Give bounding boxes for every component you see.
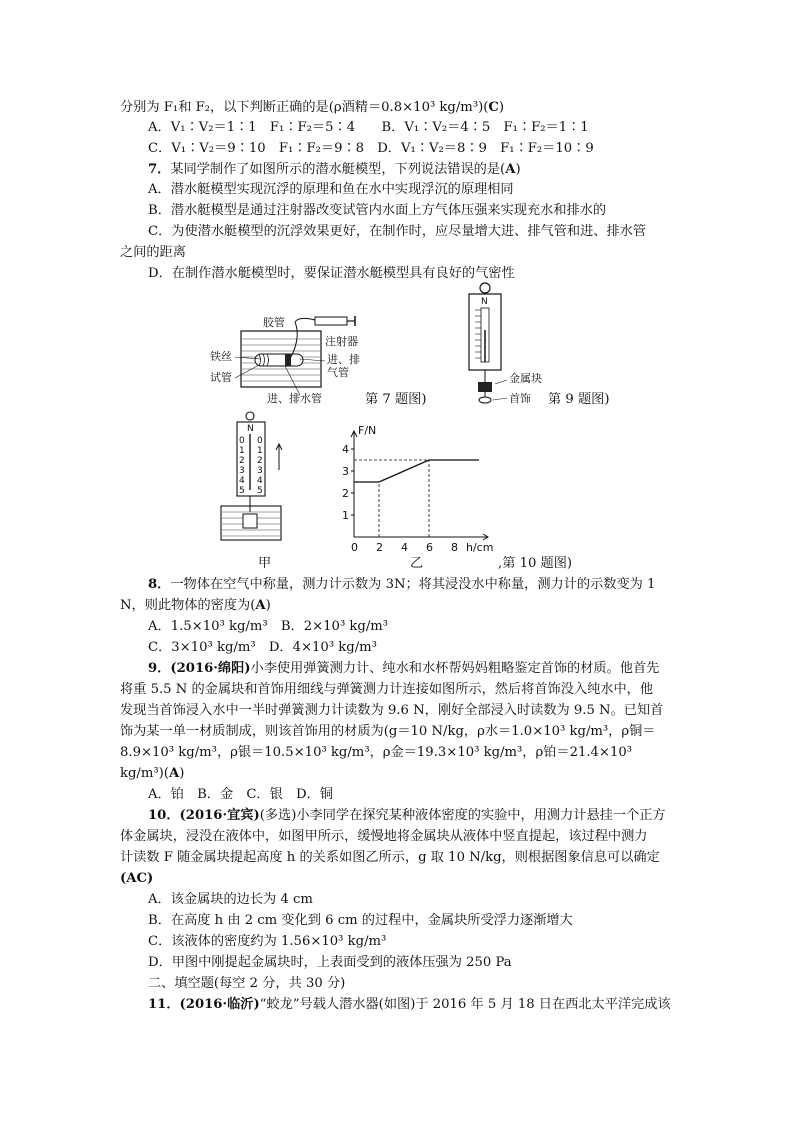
q8-options-cd: C．3×10³ kg/m³ D．4×10³ kg/m³ (148, 640, 377, 655)
cube-block (243, 514, 257, 528)
series-line-F (354, 460, 479, 482)
q6-stem-line: 分别为 F₁和 F₂，以下判断正确的是(ρ酒精＝0.8×10³ kg/m³)(C) (120, 100, 505, 115)
x-tick-label: 2 (376, 541, 383, 554)
label-metal-block: 金属块 (509, 372, 542, 385)
label-gas-2: 气管 (327, 366, 349, 379)
q9-line-4: 饰为某一单一材质制成，则该首饰用的材质为(g＝10 N/kg，ρ水＝1.0×10³ kg/m³，ρ铜＝ (120, 724, 656, 739)
q8-line-1: 8．一物体在空气中称量，测力计示数为 3N；将其浸没水中称量，测力计的示数变为 1 (148, 577, 656, 592)
q7-option-a: A．潜水艇模型实现沉浮的原理和鱼在水中实现浮沉的原理相同 (148, 182, 514, 197)
q9-line-6: kg/m³)(A) (120, 766, 185, 781)
q8-options-ab: A．1.5×10³ kg/m³ B．2×10³ kg/m³ (148, 619, 389, 634)
q6-options-cd: C．V₁∶V₂＝9∶10 F₁∶F₂＝9∶8 D．V₁∶V₂＝8∶9 F₁∶F₂＝10∶9 (148, 141, 594, 156)
figure-10-jia (215, 410, 295, 545)
jewelry (479, 397, 491, 403)
q8-line-2: N，则此物体的密度为(A) (120, 598, 271, 613)
q10-line-2: 体金属块，浸没在液体中，如图甲所示，缓慢地将金属块从液体中竖直提起，该过程中测力 (120, 829, 648, 844)
q9-line-5: 8.9×10³ kg/m³，ρ银＝10.5×10³ kg/m³，ρ金＝19.3×10³ kg/m³，ρ铂＝21.4×10³ (120, 745, 633, 760)
q10-line-1: 10．(2016·宜宾)(多选)小李同学在探究某种液体密度的实验中，用测力计悬挂一个正方 (148, 808, 666, 823)
q6-options-ab: A．V₁∶V₂＝1∶1 F₁∶F₂＝5∶4 B．V₁∶V₂＝4∶5 F₁∶F₂＝1∶1 (148, 120, 589, 135)
label-tube: 试管 (210, 371, 232, 384)
q10-option-d: D．甲图中刚提起金属块时，上表面受到的液体压强为 250 Pa (148, 955, 512, 970)
label-water-tube: 进、排水管 (267, 392, 322, 405)
figure-7-caption: 第 7 题图) (365, 392, 427, 407)
label-jewelry: 首饰 (509, 392, 531, 405)
label-hose: 胶管 (263, 316, 285, 329)
figure-10-yi-label: 乙 (410, 556, 424, 571)
svg-text:4: 4 (257, 476, 263, 486)
stopper (285, 354, 291, 366)
q7-option-b: B．潜水艇模型是通过注射器改变试管内水面上方气体压强来实现充水和排水的 (148, 203, 607, 218)
q10-option-c: C．该液体的密度约为 1.56×10³ kg/m³ (148, 934, 387, 949)
q7-stem-line: 7．某同学制作了如图所示的潜水艇模型，下列说法错误的是(A) (148, 162, 521, 177)
svg-text:1: 1 (239, 446, 245, 456)
y-axis-label: F/N (358, 425, 377, 437)
x-axis-label: h/cm (466, 541, 494, 554)
svg-text:5: 5 (257, 486, 263, 496)
svg-text:2: 2 (257, 456, 263, 466)
svg-text:4: 4 (239, 476, 245, 486)
q7-option-d: D．在制作潜水艇模型时，要保证潜水艇模型具有良好的气密性 (148, 266, 515, 281)
q11-line-1: 11．(2016·临沂)“蛟龙”号载人潜水器(如图)于 2016 年 5 月 18 日在西北太平洋完成该 (148, 997, 671, 1012)
svg-text:2: 2 (239, 456, 245, 466)
q10-option-a: A．该金属块的边长为 4 cm (148, 892, 313, 907)
figure-9-spring-scale (455, 280, 555, 408)
x-tick-label: 4 (401, 541, 408, 554)
figure-9-caption: 第 9 题图) (548, 392, 610, 407)
y-tick-label: 3 (342, 465, 349, 478)
q9-line-3: 发现当首饰浸入水中一半时弹簧测力计读数为 9.6 N，刚好全部浸入时读数为 9.5 N。已知首 (120, 703, 664, 718)
q9-options: A．铂 B．金 C．银 D．铜 (148, 787, 333, 802)
figure-10-caption: ,第 10 题图) (498, 556, 573, 571)
section-2-heading: 二、填空题(每空 2 分，共 30 分) (148, 976, 346, 991)
svg-text:1: 1 (257, 446, 263, 456)
q9-line-1: 9．(2016·绵阳)小李使用弹簧测力计、纯水和水杯帮妈妈粗略鉴定首饰的材质。他首先 (148, 661, 660, 676)
x-tick-label: 0 (351, 541, 358, 554)
y-tick-label: 2 (342, 487, 349, 500)
q7-option-c: C．为使潜水艇模型的沉浮效果更好，在制作时，应尽量增大进、排气管和进、排水管 (148, 224, 647, 239)
label-syringe: 注射器 (325, 335, 358, 348)
svg-text:0: 0 (239, 436, 245, 446)
figure-10-jia-label: 甲 (258, 556, 272, 571)
svg-text:5: 5 (239, 486, 245, 496)
y-tick-label: 4 (342, 443, 349, 456)
svg-text:0: 0 (257, 436, 263, 446)
label-gas-1: 进、排 (327, 353, 360, 366)
x-tick-label: 6 (426, 541, 433, 554)
chart-axes (342, 425, 493, 554)
q9-line-2: 将重 5.5 N 的金属块和首饰用细线与弹簧测力计连接如图所示，然后将首饰没入纯水中，他 (120, 682, 654, 697)
y-tick-label: 1 (342, 509, 349, 522)
metal-block (478, 382, 492, 392)
svg-text:3: 3 (239, 466, 245, 476)
scale-10-unit: N (247, 424, 254, 434)
x-tick-label: 8 (451, 541, 458, 554)
q10-line-3: 计读数 F 随金属块提起高度 h 的关系如图乙所示，g 取 10 N/kg，则根据图象信息可以确定 (120, 850, 660, 865)
figure-10-yi-chart (330, 425, 505, 555)
svg-text:3: 3 (257, 466, 263, 476)
test-tube (255, 354, 303, 366)
q7-option-c-cont: 之间的距离 (120, 245, 186, 260)
syringe (315, 317, 347, 325)
label-wire: 铁丝 (210, 350, 232, 363)
scale-unit: N (481, 297, 488, 307)
q10-answer: (AC) (120, 871, 154, 886)
q10-option-b: B．在高度 h 由 2 cm 变化到 6 cm 的过程中，金属块所受浮力逐渐增大 (148, 913, 573, 928)
chart-marks (354, 460, 479, 537)
